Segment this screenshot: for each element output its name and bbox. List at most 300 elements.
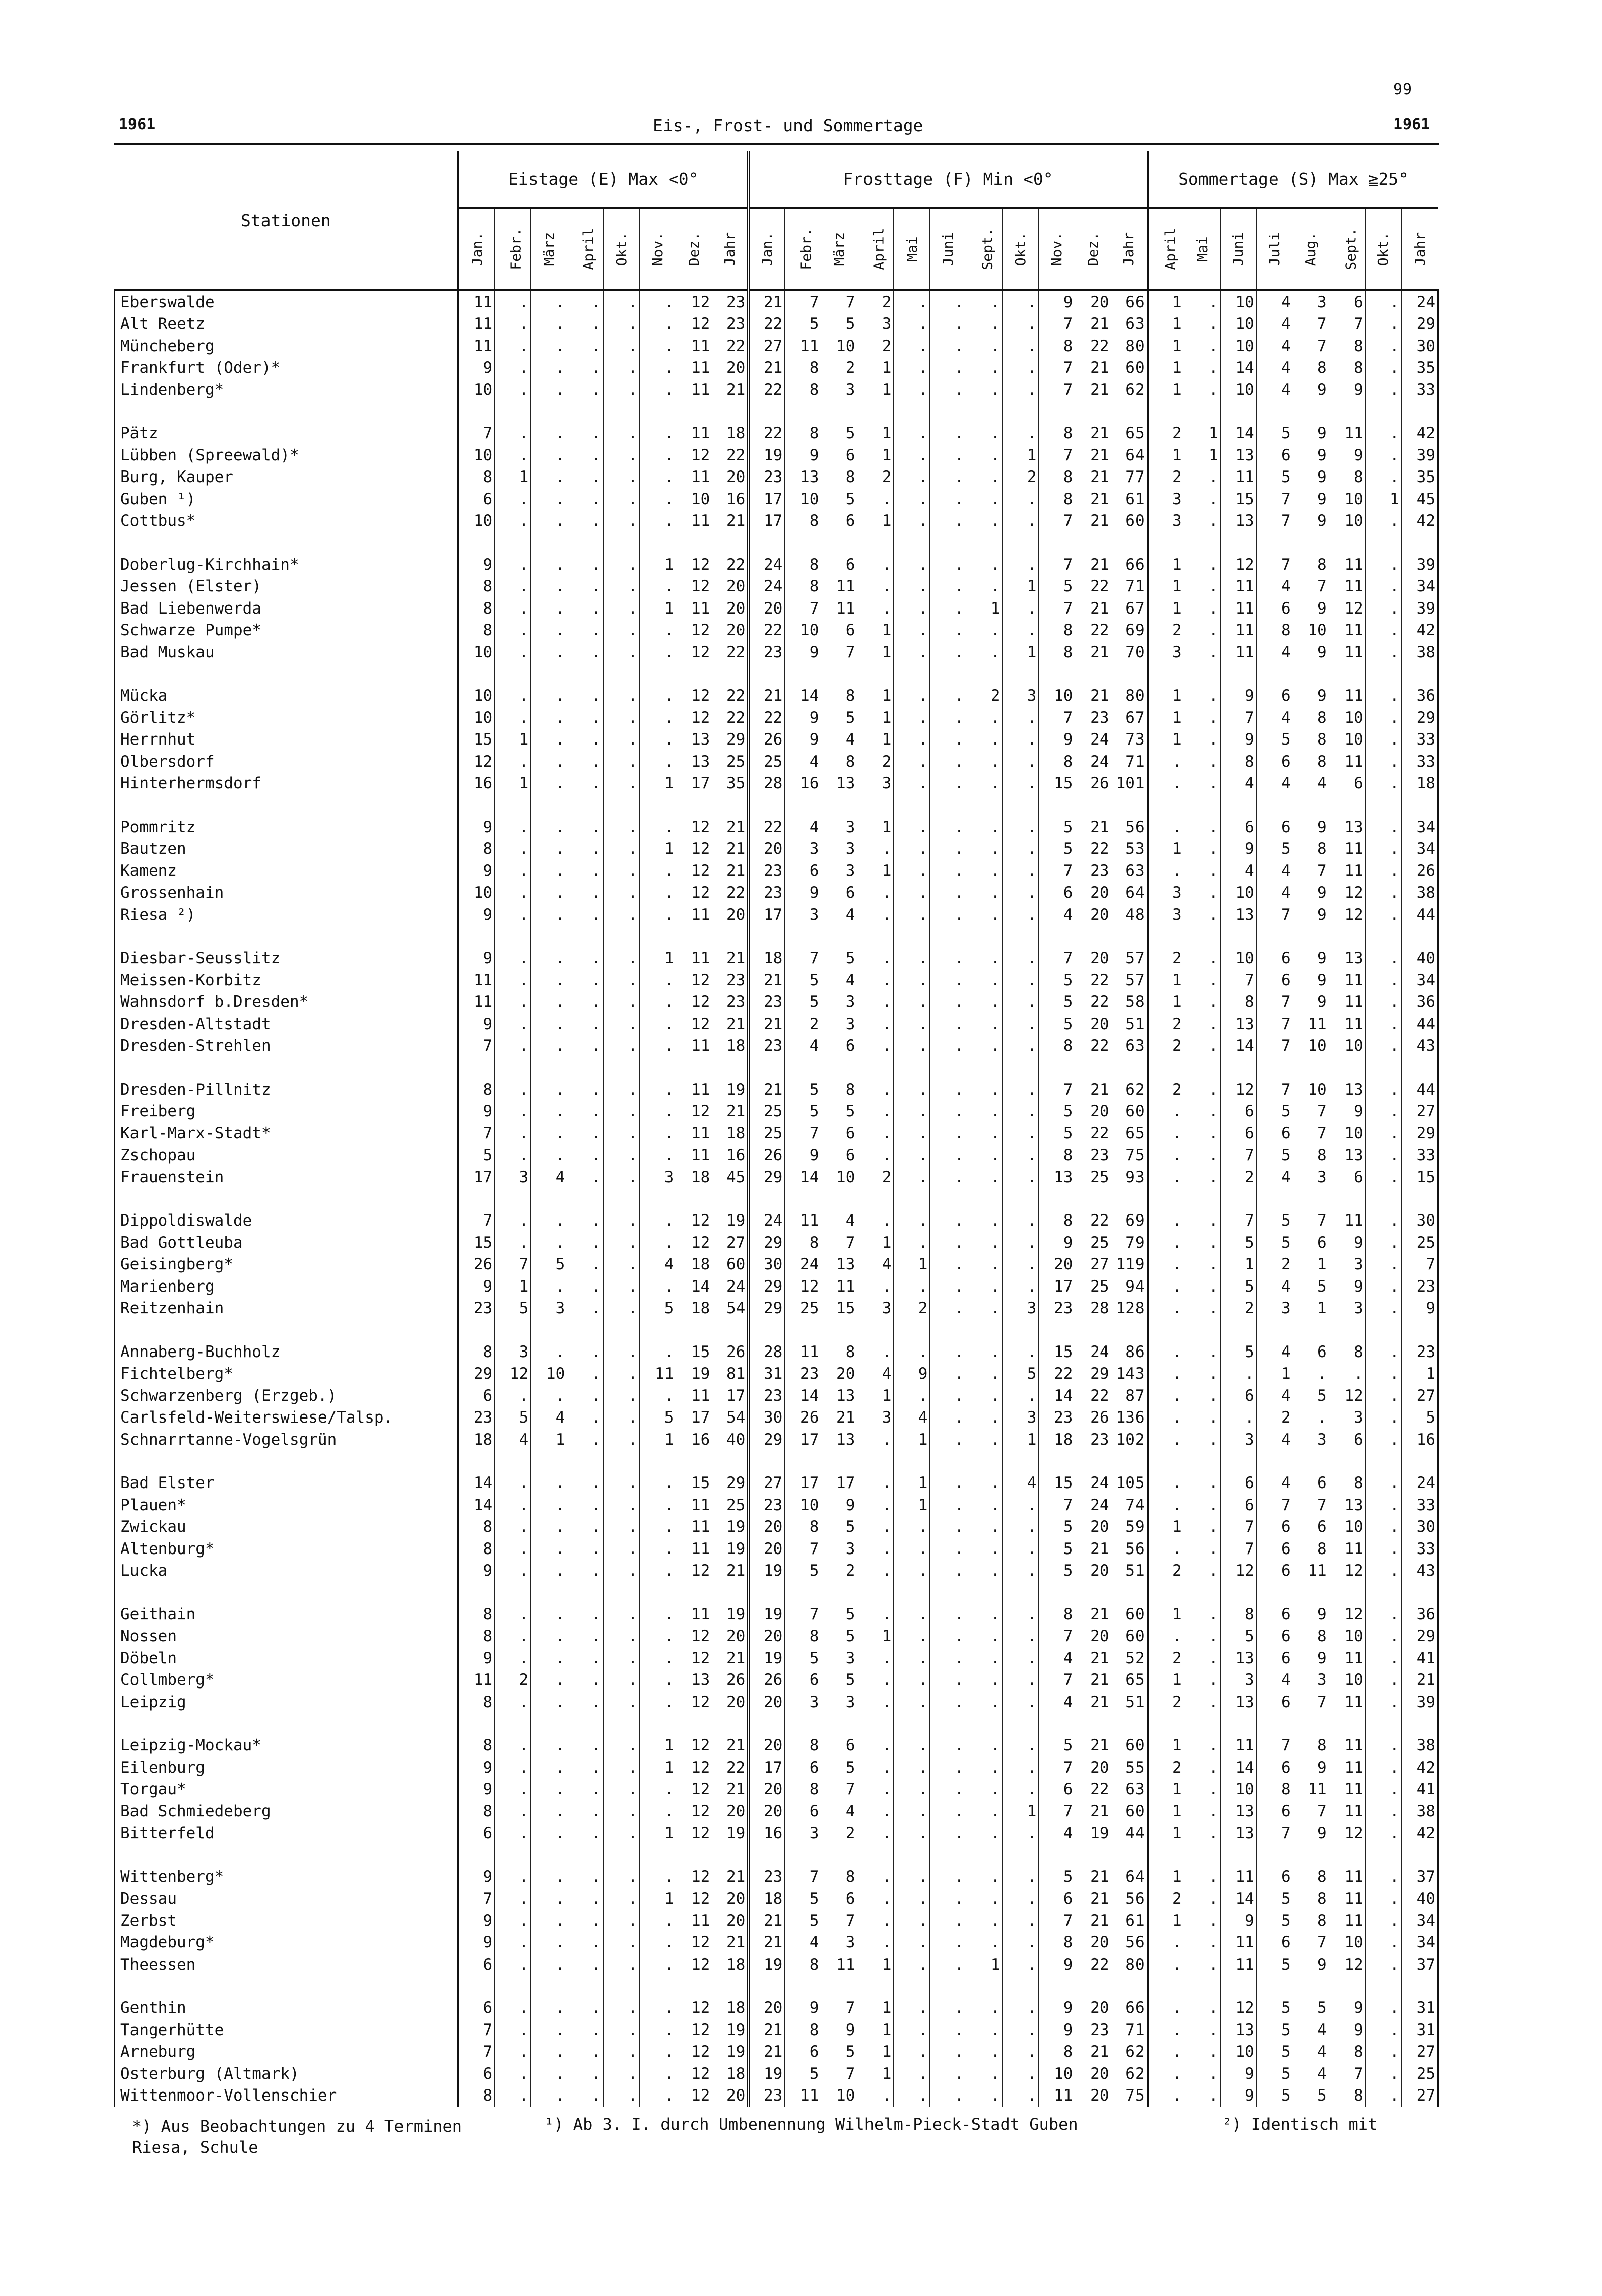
station-row — [115, 751, 1438, 773]
frost-month-label: März — [831, 232, 848, 266]
value-cell: . — [567, 1035, 604, 1057]
value-cell: 17 — [785, 1472, 821, 1495]
value-cell: . — [604, 1429, 640, 1451]
page-number: 99 — [1393, 81, 1412, 98]
station-row — [115, 379, 1438, 401]
value-cell: . — [1365, 2063, 1401, 2085]
value-cell: 19 — [749, 444, 785, 466]
value-cell: 12 — [676, 1822, 712, 1845]
value-cell: . — [567, 510, 604, 532]
value-cell: 11 — [458, 1669, 495, 1692]
value-cell: . — [1184, 707, 1220, 729]
value-cell: 22 — [1075, 1779, 1111, 1801]
value-cell: . — [966, 379, 1003, 401]
value-cell: 11 — [676, 466, 712, 489]
value-cell: 27 — [749, 1472, 785, 1495]
value-cell: 40 — [1401, 948, 1438, 970]
value-cell: . — [495, 1997, 531, 2019]
value-cell: . — [640, 1560, 676, 1582]
value-cell: 8 — [1293, 1735, 1329, 1757]
value-cell: 11 — [1220, 1953, 1256, 1976]
value-cell: 3 — [821, 991, 857, 1014]
value-cell: . — [1365, 444, 1401, 466]
value-cell: 2 — [1148, 466, 1184, 489]
value-cell: 1 — [857, 1232, 894, 1254]
value-cell: . — [604, 1144, 640, 1167]
value-cell: 8 — [785, 2019, 821, 2041]
value-cell: 20 — [712, 904, 749, 926]
frost-month-header — [749, 208, 785, 290]
value-cell: . — [604, 1254, 640, 1276]
value-cell: . — [966, 860, 1003, 882]
value-cell: 21 — [749, 2019, 785, 2041]
value-cell: . — [1365, 773, 1401, 795]
value-cell: 9 — [1293, 488, 1329, 510]
station-name: Eberswalde — [115, 290, 458, 313]
station-row — [115, 1494, 1438, 1516]
value-cell: 20 — [1075, 904, 1111, 926]
value-cell: . — [604, 1013, 640, 1035]
value-cell: 11 — [1293, 1779, 1329, 1801]
value-cell: . — [1003, 1866, 1039, 1888]
frost-month-label: Sept. — [979, 228, 996, 271]
value-cell: 18 — [712, 1122, 749, 1144]
value-cell: . — [604, 597, 640, 620]
value-cell: 19 — [712, 1538, 749, 1560]
value-cell: . — [1365, 838, 1401, 860]
value-cell: . — [966, 2063, 1003, 2085]
value-cell: . — [604, 2085, 640, 2107]
value-cell: . — [1365, 290, 1401, 313]
value-cell: 21 — [1075, 1691, 1111, 1713]
station-row — [115, 838, 1438, 860]
value-cell: 7 — [821, 1232, 857, 1254]
value-cell: 9 — [1220, 1910, 1256, 1932]
value-cell: . — [604, 1888, 640, 1910]
value-cell: 8 — [458, 838, 495, 860]
value-cell: . — [1365, 576, 1401, 598]
value-cell: . — [1365, 685, 1401, 707]
value-cell: 6 — [821, 620, 857, 642]
value-cell: 34 — [1401, 1910, 1438, 1932]
frost-month-label: April — [871, 228, 888, 271]
value-cell: . — [1365, 1691, 1401, 1713]
value-cell: . — [604, 1298, 640, 1320]
value-cell: 8 — [458, 597, 495, 620]
value-cell: 1 — [1148, 313, 1184, 335]
value-cell: . — [604, 1626, 640, 1648]
value-cell: 12 — [676, 1866, 712, 1888]
value-cell: 34 — [1401, 576, 1438, 598]
value-cell: . — [894, 1822, 930, 1845]
value-cell: . — [1003, 2085, 1039, 2107]
value-cell: 1 — [640, 597, 676, 620]
value-cell: . — [640, 882, 676, 904]
value-cell: 8 — [1293, 838, 1329, 860]
value-cell: . — [1365, 991, 1401, 1014]
value-cell: 2 — [1220, 1298, 1256, 1320]
value-cell: . — [1184, 290, 1220, 313]
value-cell: . — [966, 1166, 1003, 1188]
value-cell: 8 — [785, 1516, 821, 1538]
value-cell: 7 — [1256, 488, 1293, 510]
value-cell: . — [930, 2085, 966, 2107]
value-cell: 34 — [1401, 969, 1438, 991]
value-cell: . — [604, 2019, 640, 2041]
value-cell: . — [604, 816, 640, 838]
value-cell: 5 — [1256, 1910, 1293, 1932]
sommer-month-header — [1148, 208, 1184, 290]
value-cell: 2 — [785, 1013, 821, 1035]
value-cell: . — [1365, 1866, 1401, 1888]
value-cell: 1 — [1148, 1603, 1184, 1626]
frost-month-header — [857, 208, 894, 290]
value-cell: 62 — [1111, 379, 1148, 401]
value-cell: . — [1003, 1953, 1039, 1976]
sommer-month-label: Juli — [1266, 232, 1283, 266]
value-cell: . — [1003, 751, 1039, 773]
value-cell: . — [495, 948, 531, 970]
value-cell: 60 — [1111, 357, 1148, 379]
value-cell: . — [604, 1078, 640, 1101]
value-cell: . — [640, 729, 676, 751]
value-cell: 11 — [676, 1603, 712, 1626]
value-cell: . — [531, 1910, 567, 1932]
value-cell: 1 — [1148, 969, 1184, 991]
value-cell: 8 — [821, 1078, 857, 1101]
value-cell: 8 — [458, 1691, 495, 1713]
value-cell: . — [640, 816, 676, 838]
value-cell: 7 — [1329, 2063, 1365, 2085]
value-cell: 3 — [821, 1647, 857, 1669]
value-cell: . — [966, 1210, 1003, 1232]
value-cell: 11 — [1329, 1647, 1365, 1669]
value-cell: 11 — [1329, 685, 1365, 707]
value-cell: . — [604, 1101, 640, 1123]
value-cell: 5 — [1293, 1385, 1329, 1407]
value-cell: 6 — [1256, 1800, 1293, 1822]
value-cell: 2 — [495, 1669, 531, 1692]
value-cell: . — [604, 860, 640, 882]
value-cell: . — [1003, 554, 1039, 576]
value-cell: 20 — [1075, 1101, 1111, 1123]
value-cell: 12 — [676, 313, 712, 335]
value-cell: 12 — [676, 1888, 712, 1910]
value-cell: 7 — [1039, 510, 1075, 532]
value-cell: 6 — [1220, 1101, 1256, 1123]
value-cell: 13 — [676, 1669, 712, 1692]
value-cell: 26 — [785, 1407, 821, 1429]
value-cell: 1 — [640, 948, 676, 970]
value-cell: 10 — [1293, 620, 1329, 642]
station-row — [115, 1669, 1438, 1692]
value-cell: . — [857, 1822, 894, 1845]
value-cell: 1 — [894, 1472, 930, 1495]
value-cell: 9 — [1293, 1953, 1329, 1976]
value-cell: . — [495, 1035, 531, 1057]
value-cell: 5 — [1039, 1735, 1075, 1757]
value-cell: 27 — [1401, 2041, 1438, 2063]
value-cell: . — [495, 1122, 531, 1144]
value-cell: 9 — [1329, 379, 1365, 401]
value-cell: 7 — [1039, 357, 1075, 379]
value-cell: . — [1148, 1932, 1184, 1954]
value-cell: 12 — [676, 816, 712, 838]
value-cell: 21 — [1075, 1078, 1111, 1101]
station-name: Bitterfeld — [115, 1822, 458, 1845]
value-cell: 21 — [1075, 1910, 1111, 1932]
value-cell: 6 — [458, 1997, 495, 2019]
value-cell: 11 — [640, 1363, 676, 1385]
value-cell: 22 — [712, 1757, 749, 1779]
value-cell: 5 — [785, 1647, 821, 1669]
value-cell: . — [894, 576, 930, 598]
value-cell: . — [567, 1166, 604, 1188]
value-cell: . — [966, 1101, 1003, 1123]
value-cell: . — [531, 2041, 567, 2063]
value-cell: 7 — [458, 2041, 495, 2063]
value-cell: . — [894, 2019, 930, 2041]
value-cell: 21 — [712, 860, 749, 882]
value-cell: 9 — [1293, 1647, 1329, 1669]
value-cell: . — [1184, 1101, 1220, 1123]
value-cell: 4 — [785, 1932, 821, 1954]
value-cell: 8 — [785, 1953, 821, 1976]
value-cell: 8 — [458, 1516, 495, 1538]
station-row — [115, 1516, 1438, 1538]
value-cell: 22 — [1075, 335, 1111, 357]
value-cell: 3 — [1003, 1298, 1039, 1320]
value-cell: 24 — [749, 554, 785, 576]
value-cell: . — [1184, 576, 1220, 598]
value-cell: 22 — [712, 335, 749, 357]
value-cell: . — [604, 1647, 640, 1669]
value-cell: . — [495, 641, 531, 663]
value-cell: . — [894, 313, 930, 335]
value-cell: . — [640, 1626, 676, 1648]
value-cell: 19 — [712, 1603, 749, 1626]
value-cell: 54 — [712, 1407, 749, 1429]
value-cell: 11 — [1329, 838, 1365, 860]
eis-month-header — [531, 208, 567, 290]
value-cell: . — [1365, 1166, 1401, 1188]
value-cell: 33 — [1401, 1144, 1438, 1167]
value-cell: . — [1003, 1122, 1039, 1144]
value-cell: . — [567, 1232, 604, 1254]
value-cell: . — [495, 1800, 531, 1822]
value-cell: 18 — [749, 948, 785, 970]
value-cell: . — [604, 1757, 640, 1779]
value-cell: . — [1148, 1472, 1184, 1495]
value-cell: . — [531, 1691, 567, 1713]
value-cell: . — [640, 991, 676, 1014]
value-cell: 24 — [749, 1210, 785, 1232]
value-cell: 3 — [1220, 1429, 1256, 1451]
station-row — [115, 1779, 1438, 1801]
value-cell: 10 — [785, 1494, 821, 1516]
value-cell: 4 — [1256, 379, 1293, 401]
value-cell: . — [604, 1407, 640, 1429]
value-cell: 9 — [1293, 466, 1329, 489]
value-cell: . — [894, 1144, 930, 1167]
value-cell: 21 — [1401, 1669, 1438, 1692]
value-cell: 1 — [857, 1997, 894, 2019]
value-cell: . — [966, 1472, 1003, 1495]
value-cell: . — [966, 1078, 1003, 1101]
value-cell: . — [1184, 379, 1220, 401]
value-cell: . — [1365, 1669, 1401, 1692]
value-cell: . — [640, 641, 676, 663]
value-cell: . — [1148, 1166, 1184, 1188]
value-cell: . — [1184, 729, 1220, 751]
value-cell: 5 — [821, 313, 857, 335]
value-cell: . — [531, 1626, 567, 1648]
value-cell: 6 — [458, 488, 495, 510]
station-name: Wittenmoor-Vollenschier — [115, 2085, 458, 2107]
value-cell: . — [495, 1144, 531, 1167]
value-cell: 10 — [1329, 729, 1365, 751]
value-cell: 5 — [1256, 423, 1293, 445]
value-cell: . — [640, 969, 676, 991]
value-cell: 7 — [1293, 1932, 1329, 1954]
value-cell: . — [567, 1735, 604, 1757]
value-cell: 5 — [1039, 991, 1075, 1014]
value-cell: 70 — [1111, 641, 1148, 663]
value-cell: 12 — [676, 1691, 712, 1713]
value-cell: 3 — [1293, 1429, 1329, 1451]
value-cell: 38 — [1401, 1735, 1438, 1757]
value-cell: 1 — [857, 620, 894, 642]
value-cell: 64 — [1111, 444, 1148, 466]
station-row — [115, 554, 1438, 576]
station-row — [115, 1035, 1438, 1057]
value-cell: 8 — [1039, 488, 1075, 510]
value-cell: 5 — [1039, 576, 1075, 598]
value-cell: 12 — [676, 1932, 712, 1954]
value-cell: 7 — [1039, 1494, 1075, 1516]
station-name: Burg, Kauper — [115, 466, 458, 489]
value-cell: 60 — [1111, 510, 1148, 532]
value-cell: . — [567, 1210, 604, 1232]
value-cell: . — [1148, 1538, 1184, 1560]
value-cell: 21 — [1075, 1888, 1111, 1910]
stations-header: Stationen — [115, 151, 458, 290]
value-cell: . — [894, 466, 930, 489]
value-cell: 3 — [1329, 1407, 1365, 1429]
value-cell: . — [640, 1603, 676, 1626]
value-cell: . — [930, 554, 966, 576]
value-cell: 1 — [1148, 1866, 1184, 1888]
value-cell: . — [857, 1122, 894, 1144]
value-cell: 20 — [1075, 2063, 1111, 2085]
value-cell: 66 — [1111, 290, 1148, 313]
value-cell: 5 — [821, 1757, 857, 1779]
value-cell: . — [1184, 1866, 1220, 1888]
value-cell: 19 — [676, 1363, 712, 1385]
value-cell: . — [1293, 1407, 1329, 1429]
value-cell: 7 — [1039, 444, 1075, 466]
value-cell: 8 — [1039, 423, 1075, 445]
value-cell: 21 — [1075, 641, 1111, 663]
value-cell: . — [495, 620, 531, 642]
value-cell: 4 — [1256, 1429, 1293, 1451]
value-cell: . — [930, 335, 966, 357]
value-cell: 6 — [1256, 1757, 1293, 1779]
value-cell: 7 — [458, 1210, 495, 1232]
value-cell: 3 — [821, 1932, 857, 1954]
value-cell: 15 — [1220, 488, 1256, 510]
station-row — [115, 1800, 1438, 1822]
value-cell: . — [966, 488, 1003, 510]
value-cell: 29 — [712, 729, 749, 751]
value-cell: . — [604, 948, 640, 970]
value-cell: 9 — [1293, 948, 1329, 970]
value-cell: . — [567, 620, 604, 642]
value-cell: . — [1365, 1341, 1401, 1363]
value-cell: . — [1003, 1560, 1039, 1582]
value-cell: 8 — [821, 466, 857, 489]
value-cell: 7 — [1039, 1800, 1075, 1822]
value-cell: 21 — [1075, 379, 1111, 401]
value-cell: 11 — [821, 576, 857, 598]
value-cell: . — [966, 838, 1003, 860]
value-cell: 10 — [785, 620, 821, 642]
value-cell: . — [894, 685, 930, 707]
value-cell: . — [1184, 1953, 1220, 1976]
value-cell: 11 — [1293, 1560, 1329, 1582]
value-cell: . — [894, 1078, 930, 1101]
value-cell: 11 — [1220, 641, 1256, 663]
value-cell: . — [640, 1691, 676, 1713]
value-cell: . — [531, 1122, 567, 1144]
station-row — [115, 1078, 1438, 1101]
value-cell: 1 — [1148, 597, 1184, 620]
value-cell: . — [1003, 1494, 1039, 1516]
station-name: Müncheberg — [115, 335, 458, 357]
value-cell: . — [1003, 1603, 1039, 1626]
sommer-month-label: Aug. — [1302, 232, 1319, 266]
value-cell: 8 — [1039, 751, 1075, 773]
value-cell: 6 — [821, 554, 857, 576]
value-cell: 12 — [676, 685, 712, 707]
footnote-two: ²) Identisch mit — [1222, 2115, 1378, 2134]
value-cell: . — [495, 1232, 531, 1254]
value-cell: . — [1003, 1932, 1039, 1954]
value-cell: 5 — [785, 1078, 821, 1101]
value-cell: 10 — [1220, 1779, 1256, 1801]
value-cell: 4 — [1039, 904, 1075, 926]
value-cell: 26 — [749, 1669, 785, 1692]
value-cell: 1 — [1293, 1254, 1329, 1276]
value-cell: 11 — [1329, 1757, 1365, 1779]
value-cell: . — [567, 2019, 604, 2041]
value-cell: 1 — [1148, 554, 1184, 576]
value-cell: . — [930, 1538, 966, 1560]
value-cell: . — [567, 948, 604, 970]
value-cell: 1 — [640, 773, 676, 795]
value-cell: 25 — [712, 751, 749, 773]
group-spacer — [115, 401, 1438, 423]
value-cell: 4 — [495, 1429, 531, 1451]
value-cell: . — [857, 2085, 894, 2107]
value-cell: 24 — [1075, 1472, 1111, 1495]
value-cell: . — [894, 1757, 930, 1779]
value-cell: . — [894, 2041, 930, 2063]
value-cell: 11 — [458, 290, 495, 313]
value-cell: 22 — [1075, 620, 1111, 642]
value-cell: . — [930, 707, 966, 729]
value-cell: . — [930, 2041, 966, 2063]
